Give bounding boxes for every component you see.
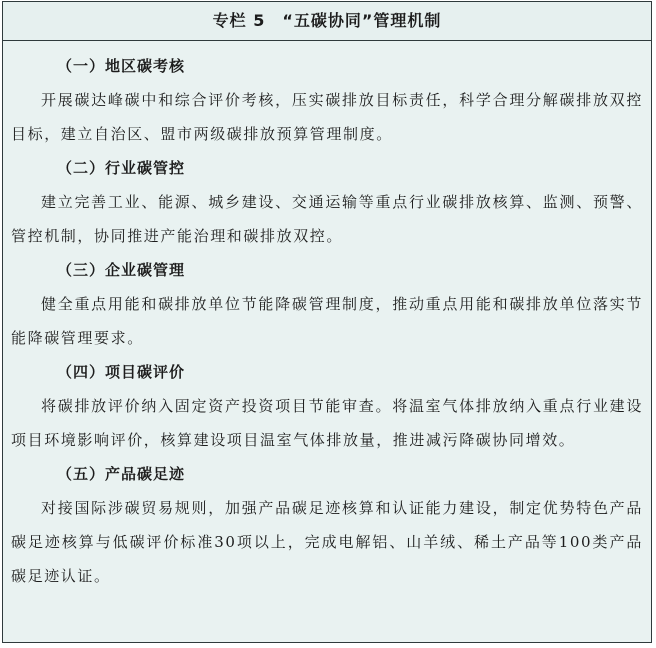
section-heading: （二）行业碳管控 [57,159,186,177]
section-product [11,457,643,593]
section-regional [11,49,643,151]
section-text: 开展碳达峰碳中和综合评价考核，压实碳排放目标责任，科学合理分解碳排放双控目标，建立自治区、盟市两级碳排放预算管理制度。 [11,91,643,143]
section-heading: （三）企业碳管理 [57,261,186,279]
column-box [2,1,652,643]
section-text: 建立完善工业、能源、城乡建设、交通运输等重点行业碳排放核算、监测、预警、管控机制，协同推进产能治理和碳排放双控。 [11,193,643,245]
section-heading: （一）地区碳考核 [57,57,186,75]
section-text: 健全重点用能和碳排放单位节能降碳管理制度，推动重点用能和碳排放单位落实节能降碳管理要求。 [11,295,643,347]
section-project [11,355,643,457]
section-text: 将碳排放评价纳入固定资产投资项目节能审查。将温室气体排放纳入重点行业建设项目环境影响评价，核算建设项目温室气体排放量，推进减污降碳协同增效。 [11,397,643,449]
section-enterprise [11,253,643,355]
column-content [3,41,651,593]
column-title: 专栏 5 “五碳协同”管理机制 [3,2,651,41]
section-heading: （四）项目碳评价 [57,363,186,381]
section-heading: （五）产品碳足迹 [57,465,186,483]
section-industry [11,151,643,253]
section-text: 对接国际涉碳贸易规则，加强产品碳足迹核算和认证能力建设，制定优势特色产品碳足迹核算与低碳评价标准30项以上，完成电解铝、山羊绒、稀土产品等100类产品碳足迹认证。 [11,499,643,585]
